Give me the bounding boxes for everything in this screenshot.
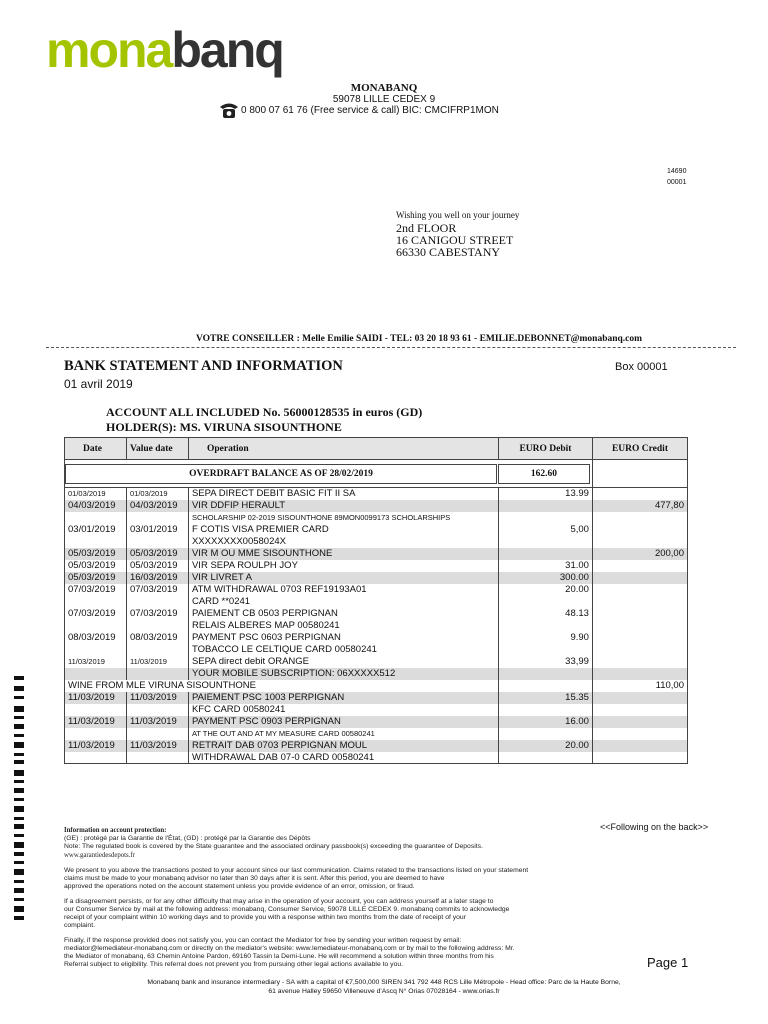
legal-p3d: Referral subject to eligibility. This referral does not prevent you from pursuing other legal actions available to you. <box>64 961 404 968</box>
row-date: 07/03/2019 <box>65 584 127 596</box>
table-row <box>65 728 688 740</box>
table-row <box>65 668 688 680</box>
row-debit: 48.13 <box>498 608 592 620</box>
table-header <box>65 438 688 460</box>
row-debit <box>498 644 592 656</box>
row-credit <box>592 704 687 716</box>
row-operation: SCHOLARSHIP 02-2019 SISOUNTHONE 89MON0099173 SCHOLARSHIPS <box>188 512 498 524</box>
row-credit: 110,00 <box>592 680 687 692</box>
account-number: ACCOUNT ALL INCLUDED No. 56000128535 in euros (GD) <box>106 405 423 419</box>
row-date: 11/03/2019 <box>65 740 127 752</box>
row-value-date <box>126 704 188 716</box>
table-row <box>65 704 688 716</box>
row-debit <box>498 704 592 716</box>
legal-p3a: Finally, if the response provided does not satisfy you, you can contact the Mediator for free by sending your written request by email: <box>64 937 462 944</box>
table-row <box>65 596 688 608</box>
row-credit <box>592 488 687 500</box>
legal-p1c: approved the operations noted on the account statement unless you provide evidence of an error, omission, or fraud. <box>64 883 415 890</box>
row-operation: KFC CARD 00580241 <box>188 704 498 716</box>
table-row <box>65 752 688 764</box>
row-credit <box>592 620 687 632</box>
row-debit <box>498 596 592 608</box>
legal-line-2: Note: The regulated book is covered by the State guarantee and the associated ordinary passbook(s) exceeding the guarantee of Deposits. <box>64 843 483 850</box>
row-date: 05/03/2019 <box>65 560 127 572</box>
monabanq-logo: monabanq <box>46 22 283 78</box>
table-row <box>65 584 688 596</box>
row-debit: 15.35 <box>498 692 592 704</box>
code-2: 00001 <box>667 179 687 186</box>
table-row <box>65 632 688 644</box>
phone-icon <box>219 101 239 119</box>
table-row <box>65 656 688 668</box>
table-row <box>65 488 688 500</box>
code-1: 14690 <box>667 168 687 175</box>
legal-p3b: mediator@lemediateur-monabanq.com or directly on the mediator's website: www.lemediateur-monabanq.com or by mail to the following address: Mr. <box>64 945 515 952</box>
address-line-1: 2nd FLOOR <box>396 221 457 235</box>
row-value-date: 11/03/2019 <box>126 692 188 704</box>
row-debit <box>498 620 592 632</box>
footer-line-2: 61 avenue Halley 59650 Villeneuve d'Ascq N° Orias 07028164 - www.orias.fr <box>268 988 500 995</box>
row-credit <box>592 716 687 728</box>
row-value-date: 01/03/2019 <box>126 488 188 500</box>
address-line-2: 16 CANIGOU STREET <box>396 233 514 247</box>
following-on-back: <<Following on the back>> <box>600 822 709 832</box>
row-operation: RETRAIT DAB 0703 PERPIGNAN MOUL <box>188 740 498 752</box>
row-debit <box>498 512 592 524</box>
row-debit: 20.00 <box>498 740 592 752</box>
row-debit <box>498 500 592 512</box>
header-value-date: Value date <box>126 438 188 460</box>
row-debit: 5,00 <box>498 524 592 536</box>
row-operation: PAYMENT PSC 0903 PERPIGNAN <box>188 716 498 728</box>
row-credit <box>592 512 687 524</box>
box-number: Box 00001 <box>615 361 668 373</box>
bank-phone-line: 0 800 07 61 76 (Free service & call) BIC: CMCIFRP1MON <box>241 105 499 116</box>
row-date <box>65 644 127 656</box>
advisor-line: VOTRE CONSEILLER : Melle Emilie SAIDI - TEL: 03 20 18 93 61 - EMILIE.DEBONNET@monabanq.com <box>196 334 643 344</box>
row-date: 11/03/2019 <box>65 656 127 668</box>
row-operation: VIR DDFIP HERAULT <box>188 500 498 512</box>
row-value-date: 11/03/2019 <box>126 740 188 752</box>
address-line-3: 66330 CABESTANY <box>396 245 501 259</box>
row-value-date <box>126 644 188 656</box>
table-row <box>65 536 688 548</box>
table-row <box>65 680 688 692</box>
row-date: 01/03/2019 <box>65 488 127 500</box>
row-value-date <box>126 512 188 524</box>
row-debit: 13.99 <box>498 488 592 500</box>
row-date: 05/03/2019 <box>65 548 127 560</box>
row-value-date: 11/03/2019 <box>126 656 188 668</box>
row-credit <box>592 572 687 584</box>
row-operation: PAIEMENT CB 0503 PERPIGNAN <box>188 608 498 620</box>
legal-p1b: claims must be made to your monabanq advisor no later than 30 days after it is sent. After this period, you are deemed to have <box>64 875 445 882</box>
row-debit <box>498 668 592 680</box>
row-operation: SEPA DIRECT DEBIT BASIC FIT II SA <box>188 488 498 500</box>
legal-p2b: our Consumer Service by mail at the following address: monabanq, Consumer Service, 59078 LILLE CEDEX 9. monabanq commits to acknowledge <box>64 906 510 913</box>
table-row <box>65 644 688 656</box>
row-operation: TOBACCO LE CELTIQUE CARD 00580241 <box>188 644 498 656</box>
row-date: 11/03/2019 <box>65 692 127 704</box>
legal-p2a: If a disagreement persists, or for any other difficulty that may arise in the operation of your account, you can address yourself at a later stage to <box>64 898 494 905</box>
row-operation: VIR M OU MME SISOUNTHONE <box>188 548 498 560</box>
row-date: 11/03/2019 <box>65 716 127 728</box>
row-date <box>65 620 127 632</box>
row-debit: 9.90 <box>498 632 592 644</box>
row-date: 08/03/2019 <box>65 632 127 644</box>
row-debit <box>498 536 592 548</box>
row-debit: 300.00 <box>498 572 592 584</box>
row-date: 04/03/2019 <box>65 500 127 512</box>
row-operation: SEPA direct debit ORANGE <box>188 656 498 668</box>
row-operation: XXXXXXXX0058024X <box>188 536 498 548</box>
row-value-date <box>126 536 188 548</box>
overdraft-value: 162.60 <box>498 464 590 484</box>
row-debit: 33,99 <box>498 656 592 668</box>
row-value-date <box>126 752 188 764</box>
row-value-date <box>126 728 188 740</box>
legal-line-3: www.garantiedesdepots.fr <box>64 852 135 859</box>
legal-p2c: receipt of your complaint within 10 working days and to provide you with a response within two months from the date of receipt of your <box>64 914 466 921</box>
row-credit <box>592 728 687 740</box>
row-value-date: 07/03/2019 <box>126 608 188 620</box>
row-date <box>65 668 127 680</box>
table-row <box>65 572 688 584</box>
table-row <box>65 620 688 632</box>
legal-title: Information on account protection: <box>64 827 167 834</box>
legal-p2d: complaint. <box>64 922 95 929</box>
row-operation: WINE FROM MLE VIRUNA SISOUNTHONE <box>65 680 499 692</box>
row-credit <box>592 560 687 572</box>
row-operation: F COTIS VISA PREMIER CARD <box>188 524 498 536</box>
row-date: 07/03/2019 <box>65 608 127 620</box>
row-operation: AT THE OUT AND AT MY MEASURE CARD 00580241 <box>188 728 498 740</box>
row-operation: VIR SEPA ROULPH JOY <box>188 560 498 572</box>
row-value-date: 04/03/2019 <box>126 500 188 512</box>
row-date <box>65 596 127 608</box>
row-value-date: 08/03/2019 <box>126 632 188 644</box>
side-barcode <box>14 676 24 920</box>
greeting: Wishing you well on your journey <box>396 210 520 220</box>
transactions-table <box>64 437 688 764</box>
header-credit: EURO Credit <box>592 438 687 460</box>
row-operation: CARD **0241 <box>188 596 498 608</box>
separator <box>46 347 736 348</box>
overdraft-label: OVERDRAFT BALANCE AS OF 28/02/2019 <box>65 464 497 484</box>
table-row <box>65 512 688 524</box>
row-date: 05/03/2019 <box>65 572 127 584</box>
bank-name: MONABANQ <box>350 82 418 94</box>
row-date <box>65 512 127 524</box>
row-debit: 31.00 <box>498 560 592 572</box>
table-row <box>65 548 688 560</box>
row-operation: PAIEMENT PSC 1003 PERPIGNAN <box>188 692 498 704</box>
table-row <box>65 560 688 572</box>
legal-line-1: (GE) : protégé par la Garantie de l'État, (GD) : protégé par la Garantie des Dépôts <box>64 835 311 842</box>
row-date <box>65 752 127 764</box>
row-value-date: 03/01/2019 <box>126 524 188 536</box>
table-row <box>65 716 688 728</box>
row-value-date <box>126 620 188 632</box>
row-date <box>65 728 127 740</box>
row-credit <box>592 536 687 548</box>
row-credit <box>592 668 687 680</box>
header-date: Date <box>65 438 127 460</box>
row-credit <box>592 644 687 656</box>
legal-p1a: We present to you above the transactions posted to your account since our last communication. Claims related to the transactions listed on your statement <box>64 867 529 874</box>
row-credit <box>592 656 687 668</box>
row-credit <box>592 740 687 752</box>
legal-p3c: the Mediator of monabanq, 63 Chemin Antoine Pardon, 69160 Tassin la Demi-Lune. He will recommend a solution within three months from his <box>64 953 494 960</box>
table-row <box>65 524 688 536</box>
row-operation: RELAIS ALBERES MAP 00580241 <box>188 620 498 632</box>
row-date: 03/01/2019 <box>65 524 127 536</box>
row-value-date: 07/03/2019 <box>126 584 188 596</box>
row-date <box>65 536 127 548</box>
row-value-date: 16/03/2019 <box>126 572 188 584</box>
row-value-date <box>126 596 188 608</box>
row-value-date <box>126 668 188 680</box>
row-credit <box>592 596 687 608</box>
row-value-date: 05/03/2019 <box>126 560 188 572</box>
row-operation: VIR LIVRET A <box>188 572 498 584</box>
table-row <box>65 740 688 752</box>
table-row <box>65 692 688 704</box>
table-row <box>65 608 688 620</box>
row-debit <box>498 548 592 560</box>
account-holder: HOLDER(S): MS. VIRUNA SISOUNTHONE <box>106 420 342 434</box>
row-credit <box>592 692 687 704</box>
bank-city: 59078 LILLE CEDEX 9 <box>332 94 436 105</box>
overdraft-row <box>65 460 688 488</box>
row-operation: YOUR MOBILE SUBSCRIPTION: 06XXXXX512 <box>188 668 498 680</box>
footer-line-1: Monabanq bank and insurance intermediary - SA with a capital of €7,500,000 SIREN 341 792 448 RCS Lille Métropole - Head office: Parc de la Haute Borne, <box>147 979 621 986</box>
row-credit <box>592 752 687 764</box>
row-operation: WITHDRAWAL DAB 07-0 CARD 00580241 <box>188 752 498 764</box>
header-operation: Operation <box>188 438 498 460</box>
row-debit: 20.00 <box>498 584 592 596</box>
row-value-date: 05/03/2019 <box>126 548 188 560</box>
statement-date: 01 avril 2019 <box>64 377 133 391</box>
row-credit <box>592 584 687 596</box>
row-value-date: 11/03/2019 <box>126 716 188 728</box>
table-row <box>65 500 688 512</box>
statement-title: BANK STATEMENT AND INFORMATION <box>64 358 343 374</box>
row-debit <box>498 728 592 740</box>
header-debit: EURO Debit <box>498 438 592 460</box>
row-debit <box>498 680 592 692</box>
row-credit: 200,00 <box>592 548 687 560</box>
page-number: Page 1 <box>647 955 689 970</box>
row-debit <box>498 752 592 764</box>
row-operation: ATM WITHDRAWAL 0703 REF19193A01 <box>188 584 498 596</box>
row-operation: PAYMENT PSC 0603 PERPIGNAN <box>188 632 498 644</box>
row-credit: 477,80 <box>592 500 687 512</box>
row-debit: 16.00 <box>498 716 592 728</box>
row-credit <box>592 524 687 536</box>
row-credit <box>592 632 687 644</box>
row-credit <box>592 608 687 620</box>
row-date <box>65 704 127 716</box>
